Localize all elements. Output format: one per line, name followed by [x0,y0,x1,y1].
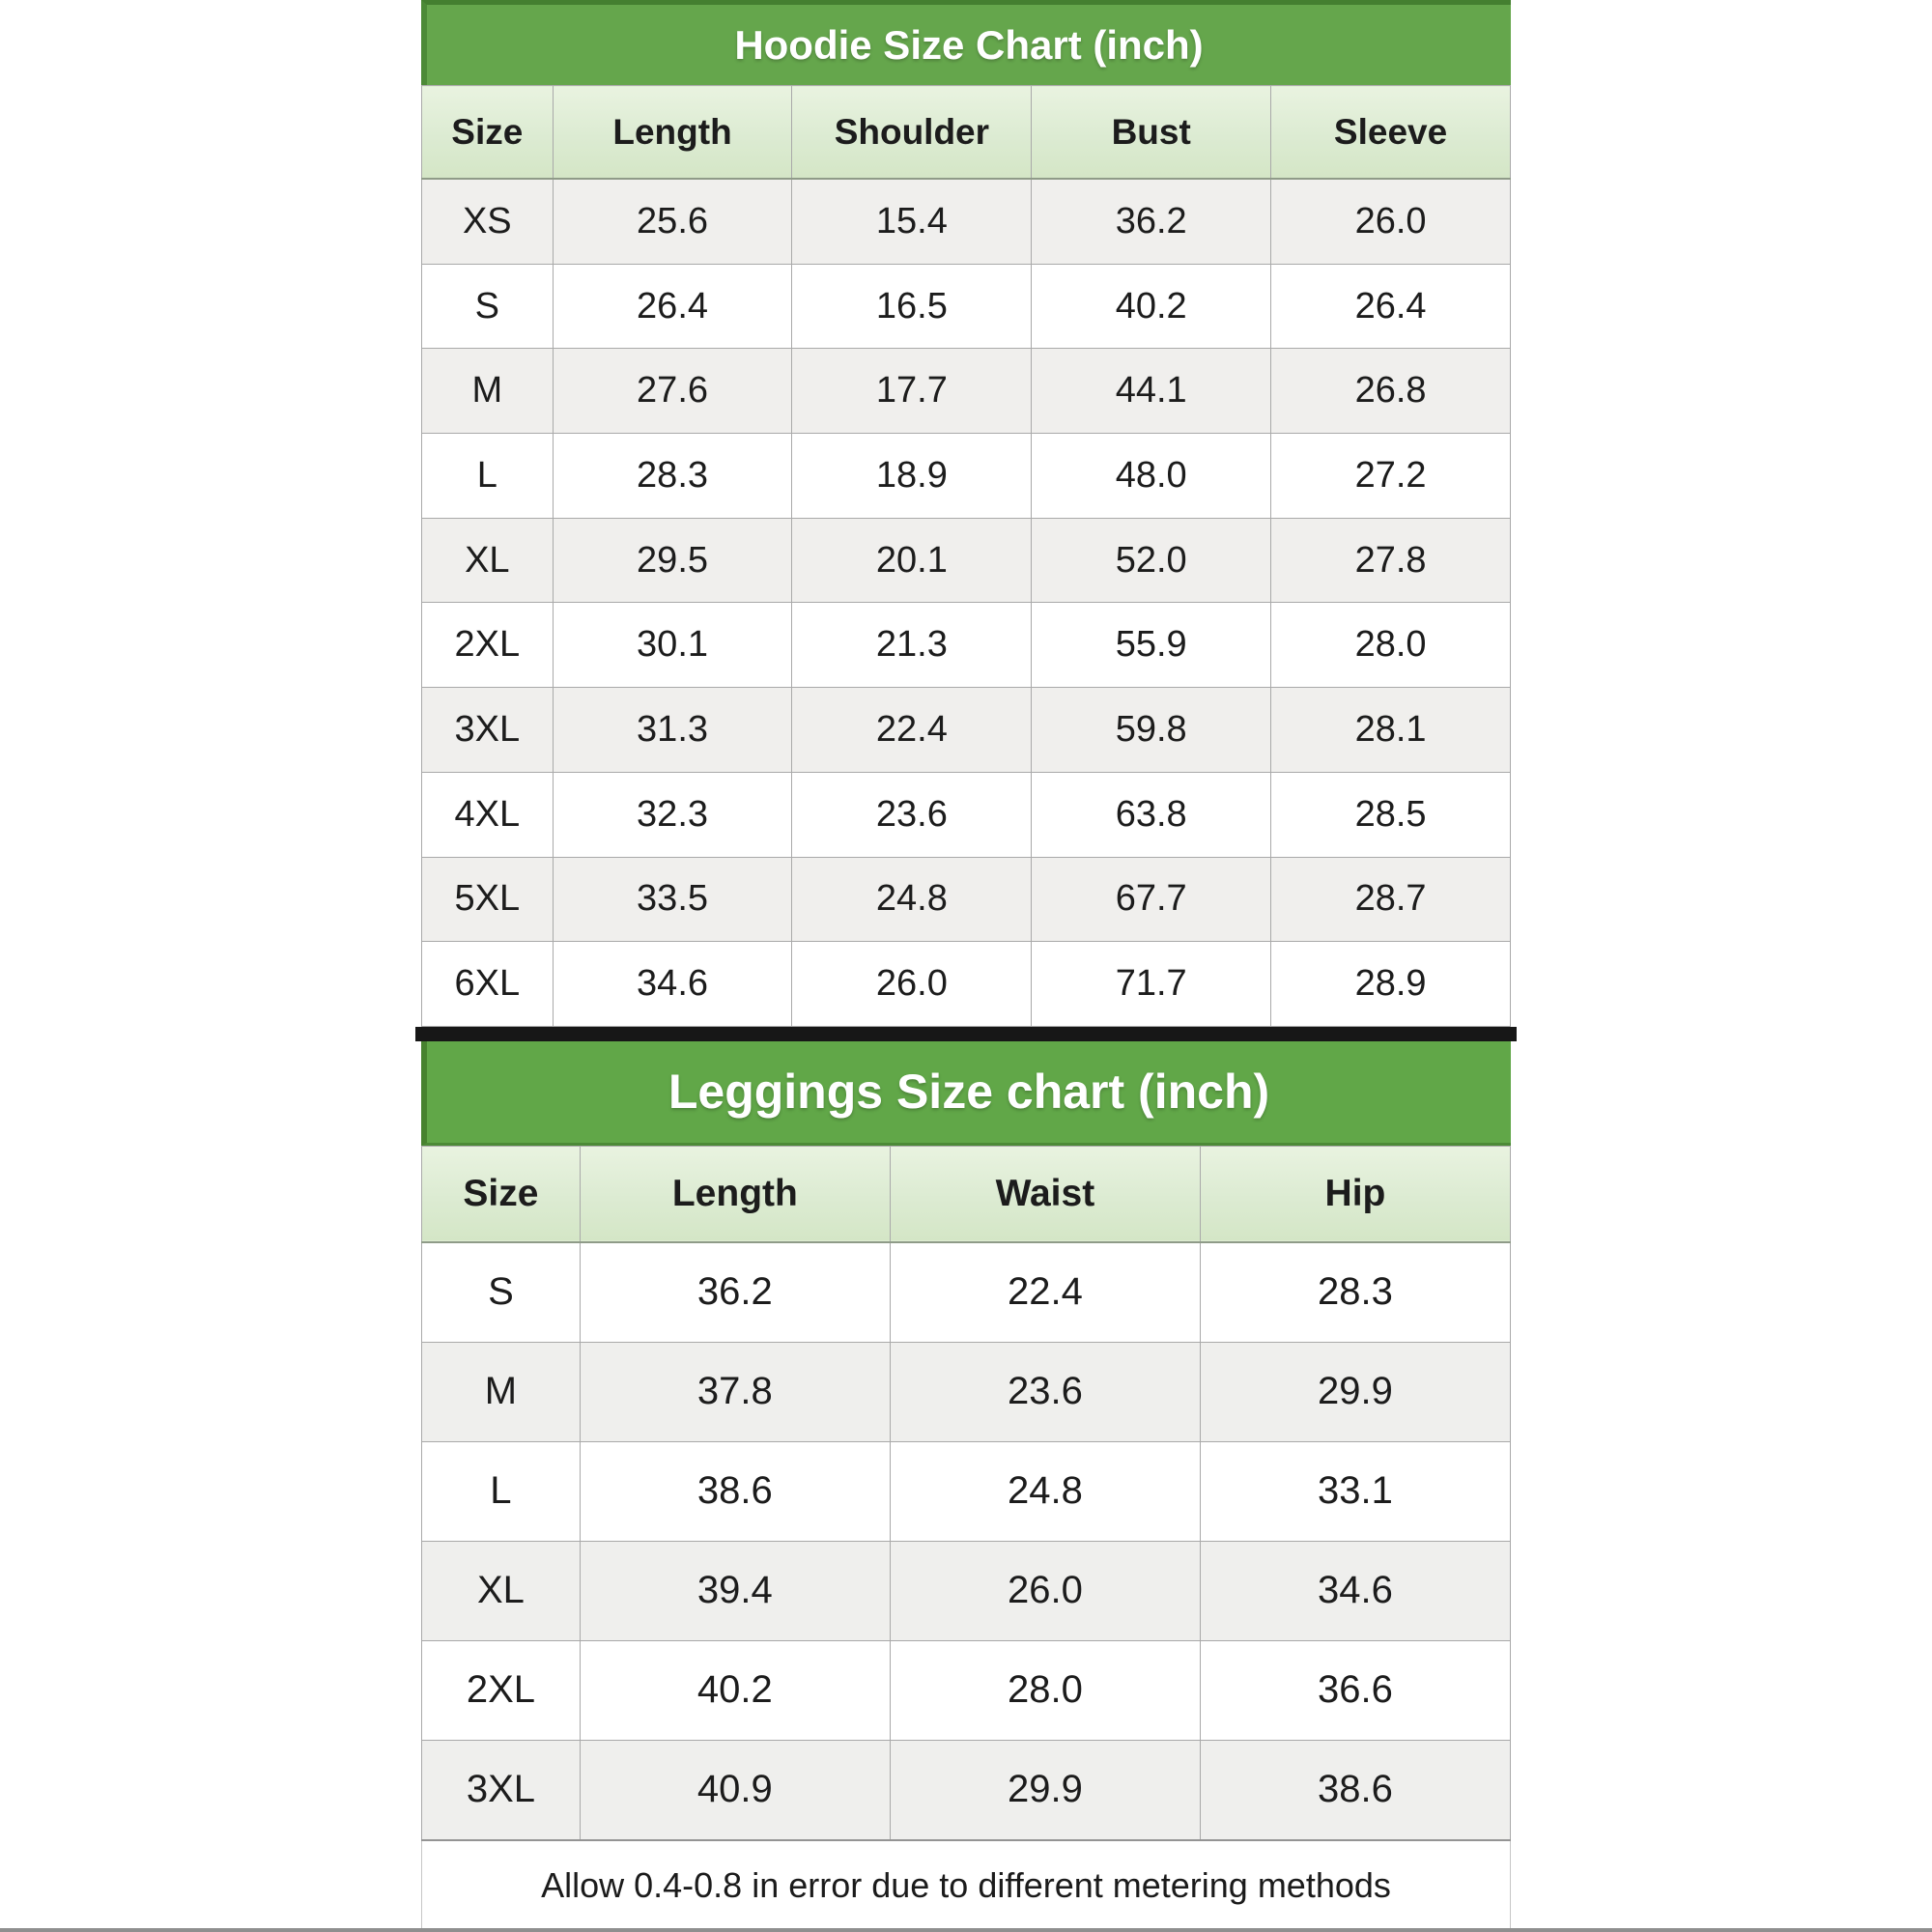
size-cell: 6XL [422,942,554,1027]
measurement-cell: 30.1 [553,603,792,688]
table-row [422,518,1511,603]
measurement-cell: 28.7 [1271,857,1511,942]
measurement-cell: 18.9 [792,434,1032,519]
measurement-cell: 22.4 [890,1242,1200,1343]
measurement-cell: 32.3 [553,772,792,857]
size-cell: 3XL [422,688,554,773]
measurement-cell: 23.6 [890,1342,1200,1441]
measurement-cell: 28.0 [890,1640,1200,1740]
footer-note: Allow 0.4-0.8 in error due to different metering methods [421,1841,1511,1931]
measurement-cell: 25.6 [553,179,792,264]
measurement-cell: 20.1 [792,518,1032,603]
measurement-cell: 23.6 [792,772,1032,857]
header-row [422,1146,1511,1242]
measurement-cell: 16.5 [792,264,1032,349]
table-divider-bar [415,1027,1517,1041]
table-row [422,772,1511,857]
leggings-chart-section [421,1041,1511,1841]
leggings-chart-title-bar [421,1041,1511,1146]
size-cell: M [422,1342,581,1441]
hoodie-size-table [421,85,1511,1027]
screenshot-bottom-edge [0,1928,1932,1932]
table-row [422,1541,1511,1640]
measurement-cell: 33.1 [1200,1441,1510,1541]
measurement-cell: 26.8 [1271,349,1511,434]
measurement-cell: 29.5 [553,518,792,603]
size-cell: L [422,1441,581,1541]
measurement-cell: 26.4 [553,264,792,349]
table-row [422,349,1511,434]
measurement-cell: 27.8 [1271,518,1511,603]
table-row [422,942,1511,1027]
size-cell: XS [422,179,554,264]
column-header: Sleeve [1271,86,1511,180]
table-row [422,179,1511,264]
measurement-cell: 48.0 [1032,434,1271,519]
measurement-cell: 33.5 [553,857,792,942]
measurement-cell: 28.0 [1271,603,1511,688]
table-row [422,1441,1511,1541]
measurement-cell: 55.9 [1032,603,1271,688]
size-chart-sheet [421,0,1511,1931]
measurement-cell: 28.5 [1271,772,1511,857]
measurement-cell: 38.6 [1200,1740,1510,1840]
measurement-cell: 59.8 [1032,688,1271,773]
table-row [422,1640,1511,1740]
size-cell: S [422,264,554,349]
table-row [422,603,1511,688]
hoodie-chart-title-bar [421,0,1511,85]
column-header: Length [580,1146,890,1242]
measurement-cell: 29.9 [890,1740,1200,1840]
measurement-cell: 28.3 [553,434,792,519]
size-cell: L [422,434,554,519]
size-cell: XL [422,518,554,603]
column-header: Length [553,86,792,180]
measurement-cell: 17.7 [792,349,1032,434]
hoodie-chart-section [421,0,1511,1027]
measurement-cell: 36.6 [1200,1640,1510,1740]
measurement-cell: 26.0 [792,942,1032,1027]
measurement-cell: 36.2 [580,1242,890,1343]
measurement-cell: 40.9 [580,1740,890,1840]
size-cell: M [422,349,554,434]
table-row [422,434,1511,519]
measurement-cell: 71.7 [1032,942,1271,1027]
column-header: Hip [1200,1146,1510,1242]
table-row [422,1242,1511,1343]
column-header: Shoulder [792,86,1032,180]
measurement-cell: 26.4 [1271,264,1511,349]
hoodie-chart-title: Hoodie Size Chart (inch) [734,21,1204,68]
table-row [422,857,1511,942]
column-header: Size [422,1146,581,1242]
measurement-cell: 28.3 [1200,1242,1510,1343]
measurement-cell: 52.0 [1032,518,1271,603]
measurement-cell: 22.4 [792,688,1032,773]
measurement-cell: 24.8 [792,857,1032,942]
measurement-cell: 29.9 [1200,1342,1510,1441]
measurement-cell: 26.0 [890,1541,1200,1640]
size-cell: 2XL [422,1640,581,1740]
table-row [422,1342,1511,1441]
leggings-chart-title: Leggings Size chart (inch) [668,1065,1270,1120]
measurement-cell: 34.6 [1200,1541,1510,1640]
measurement-cell: 44.1 [1032,349,1271,434]
table-row [422,1740,1511,1840]
measurement-cell: 27.2 [1271,434,1511,519]
size-cell: 2XL [422,603,554,688]
table-row [422,688,1511,773]
measurement-cell: 39.4 [580,1541,890,1640]
size-cell: 5XL [422,857,554,942]
measurement-cell: 40.2 [580,1640,890,1740]
measurement-cell: 27.6 [553,349,792,434]
measurement-cell: 15.4 [792,179,1032,264]
measurement-cell: 31.3 [553,688,792,773]
measurement-cell: 28.9 [1271,942,1511,1027]
column-header: Waist [890,1146,1200,1242]
measurement-cell: 67.7 [1032,857,1271,942]
size-cell: 4XL [422,772,554,857]
size-cell: XL [422,1541,581,1640]
size-cell: 3XL [422,1740,581,1840]
column-header: Size [422,86,554,180]
leggings-size-table [421,1146,1511,1841]
measurement-cell: 21.3 [792,603,1032,688]
measurement-cell: 28.1 [1271,688,1511,773]
measurement-cell: 38.6 [580,1441,890,1541]
measurement-cell: 24.8 [890,1441,1200,1541]
size-cell: S [422,1242,581,1343]
column-header: Bust [1032,86,1271,180]
measurement-cell: 37.8 [580,1342,890,1441]
measurement-cell: 63.8 [1032,772,1271,857]
table-row [422,264,1511,349]
measurement-cell: 34.6 [553,942,792,1027]
measurement-cell: 40.2 [1032,264,1271,349]
measurement-cell: 36.2 [1032,179,1271,264]
measurement-cell: 26.0 [1271,179,1511,264]
header-row [422,86,1511,180]
